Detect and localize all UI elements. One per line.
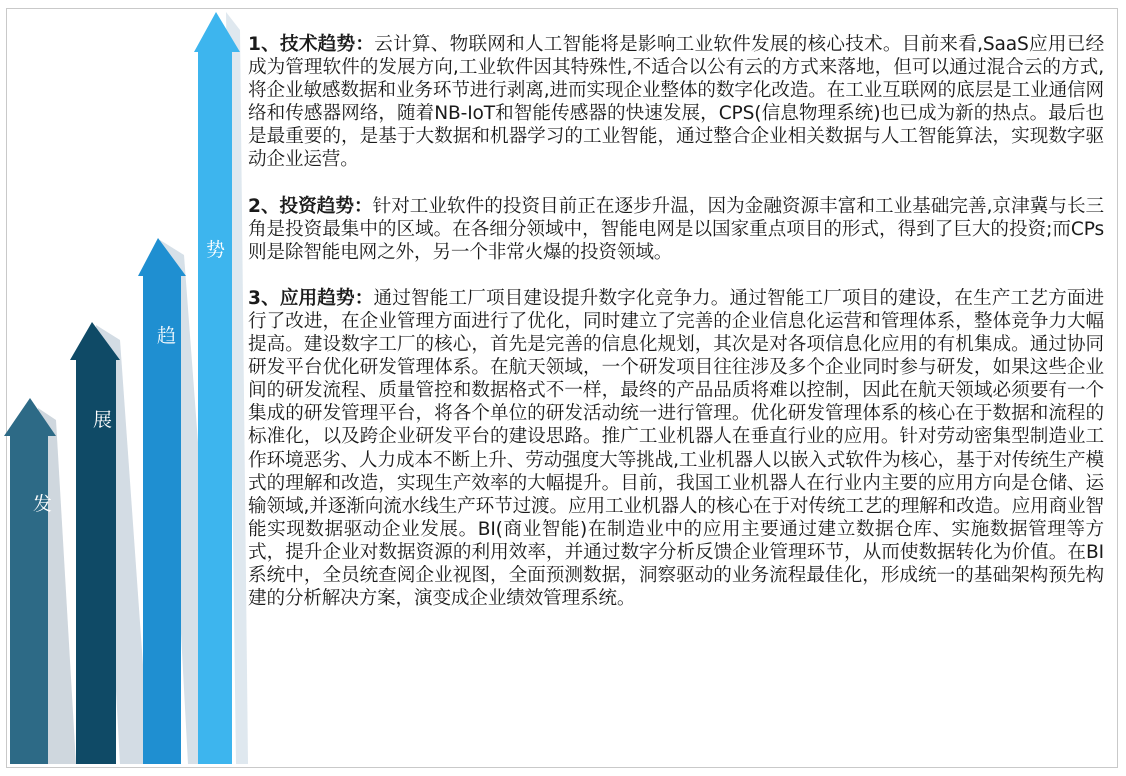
arrow-3 [138, 238, 186, 764]
arrow-label-3: 趋 [157, 325, 177, 347]
section-body: 针对工业软件的投资目前正在逐步升温，因为金融资源丰富和工业基础完善,京津冀与长三角是投资最集中的区域。在各细分领域中，智能电网是以国家重点项目的形式，得到了巨大的投资;而CPs则是除智能电网之外，另一个非常火爆的投资领域。 [248, 195, 1104, 263]
section-heading: 1、技术趋势： [248, 34, 375, 55]
section-application-trend [248, 287, 1104, 610]
section-heading: 2、投资趋势： [248, 195, 373, 217]
arrow-label-2: 展 [93, 409, 113, 431]
trend-arrows-graphic [0, 0, 250, 776]
section-heading: 3、应用趋势： [248, 287, 374, 309]
arrow-label-1: 发 [33, 493, 53, 515]
trend-text-content [248, 33, 1104, 633]
section-investment-trend [248, 195, 1104, 264]
section-body: 通过智能工厂项目建设提升数字化竞争力。通过智能工厂项目的建设，在生产工艺方面进行了改进，在企业管理方面进行了优化，同时建立了完善的企业信息化运营和管理体系，整体竞争力大幅提高。建设数字工厂的核心，首先是完善的信息化规划，其次是对各项信息化应用的有机集成。通过协同研发平台优化研发管理体系。在航天领域，一个研发项目往往涉及多个企业同时参与研发，如果这些企业间的研发流程、质量管控和数据格式不一样，最终的产品品质将难以控制，因此在航天领域必须要有一个集成的研发管理平台，将各个单位的研发活动统一进行管理。优化研发管理体系的核心在于数据和流程的标准化，以及跨企业研发平台的建设思路。推广工业机器人在垂直行业的应用。针对劳动密集型制造业工作环境恶劣、人力成本不断上升、劳动强度大等挑战,工业机器人以嵌入式软件为核心，基于对传统生产模式的理解和改造，实现生产效率的大幅提升。目前，我国工业机器人在行业内主要的应用方向是仓储、运输领域,并逐渐向流水线生产环节过渡。应用工业机器人的核心在于对传统工艺的理解和改造。应用商业智能实现数据驱动企业发展。BI(商业智能)在制造业中的应用主要通过建立数据仓库、实施数据管理等方式，提升企业对数据资源的利用效率，并通过数字分析反馈企业管理环节，从而使数据转化为价值。在BI系统中，全员统查阅企业视图，全面预测数据，洞察驱动的业务流程最佳化，形成统一的基础架构预先构建的分析解决方案，演变成企业绩效管理系统。 [248, 287, 1104, 610]
arrow-2 [70, 322, 120, 764]
section-body: 云计算、物联网和人工智能将是影响工业软件发展的核心技术。目前来看,SaaS应用已经成为管理软件的发展方向,工业软件因其特殊性,不适合以公有云的方式来落地，但可以通过混合云的方式,将企业敏感数据和业务环节进行剥离,进而实现企业整体的数字化改造。在工业互联网的底层是工业通信网络和传感器网络，随着NB-IoT和智能传感器的快速发展，CPS(信息物理系统)也已成为新的热点。最后也是最重要的，是基于大数据和机器学习的工业智能，通过整合企业相关数据与人工智能算法，实现数字驱动企业运营。 [248, 34, 1105, 171]
section-technology-trend [248, 33, 1104, 172]
arrow-label-4: 势 [206, 239, 226, 261]
